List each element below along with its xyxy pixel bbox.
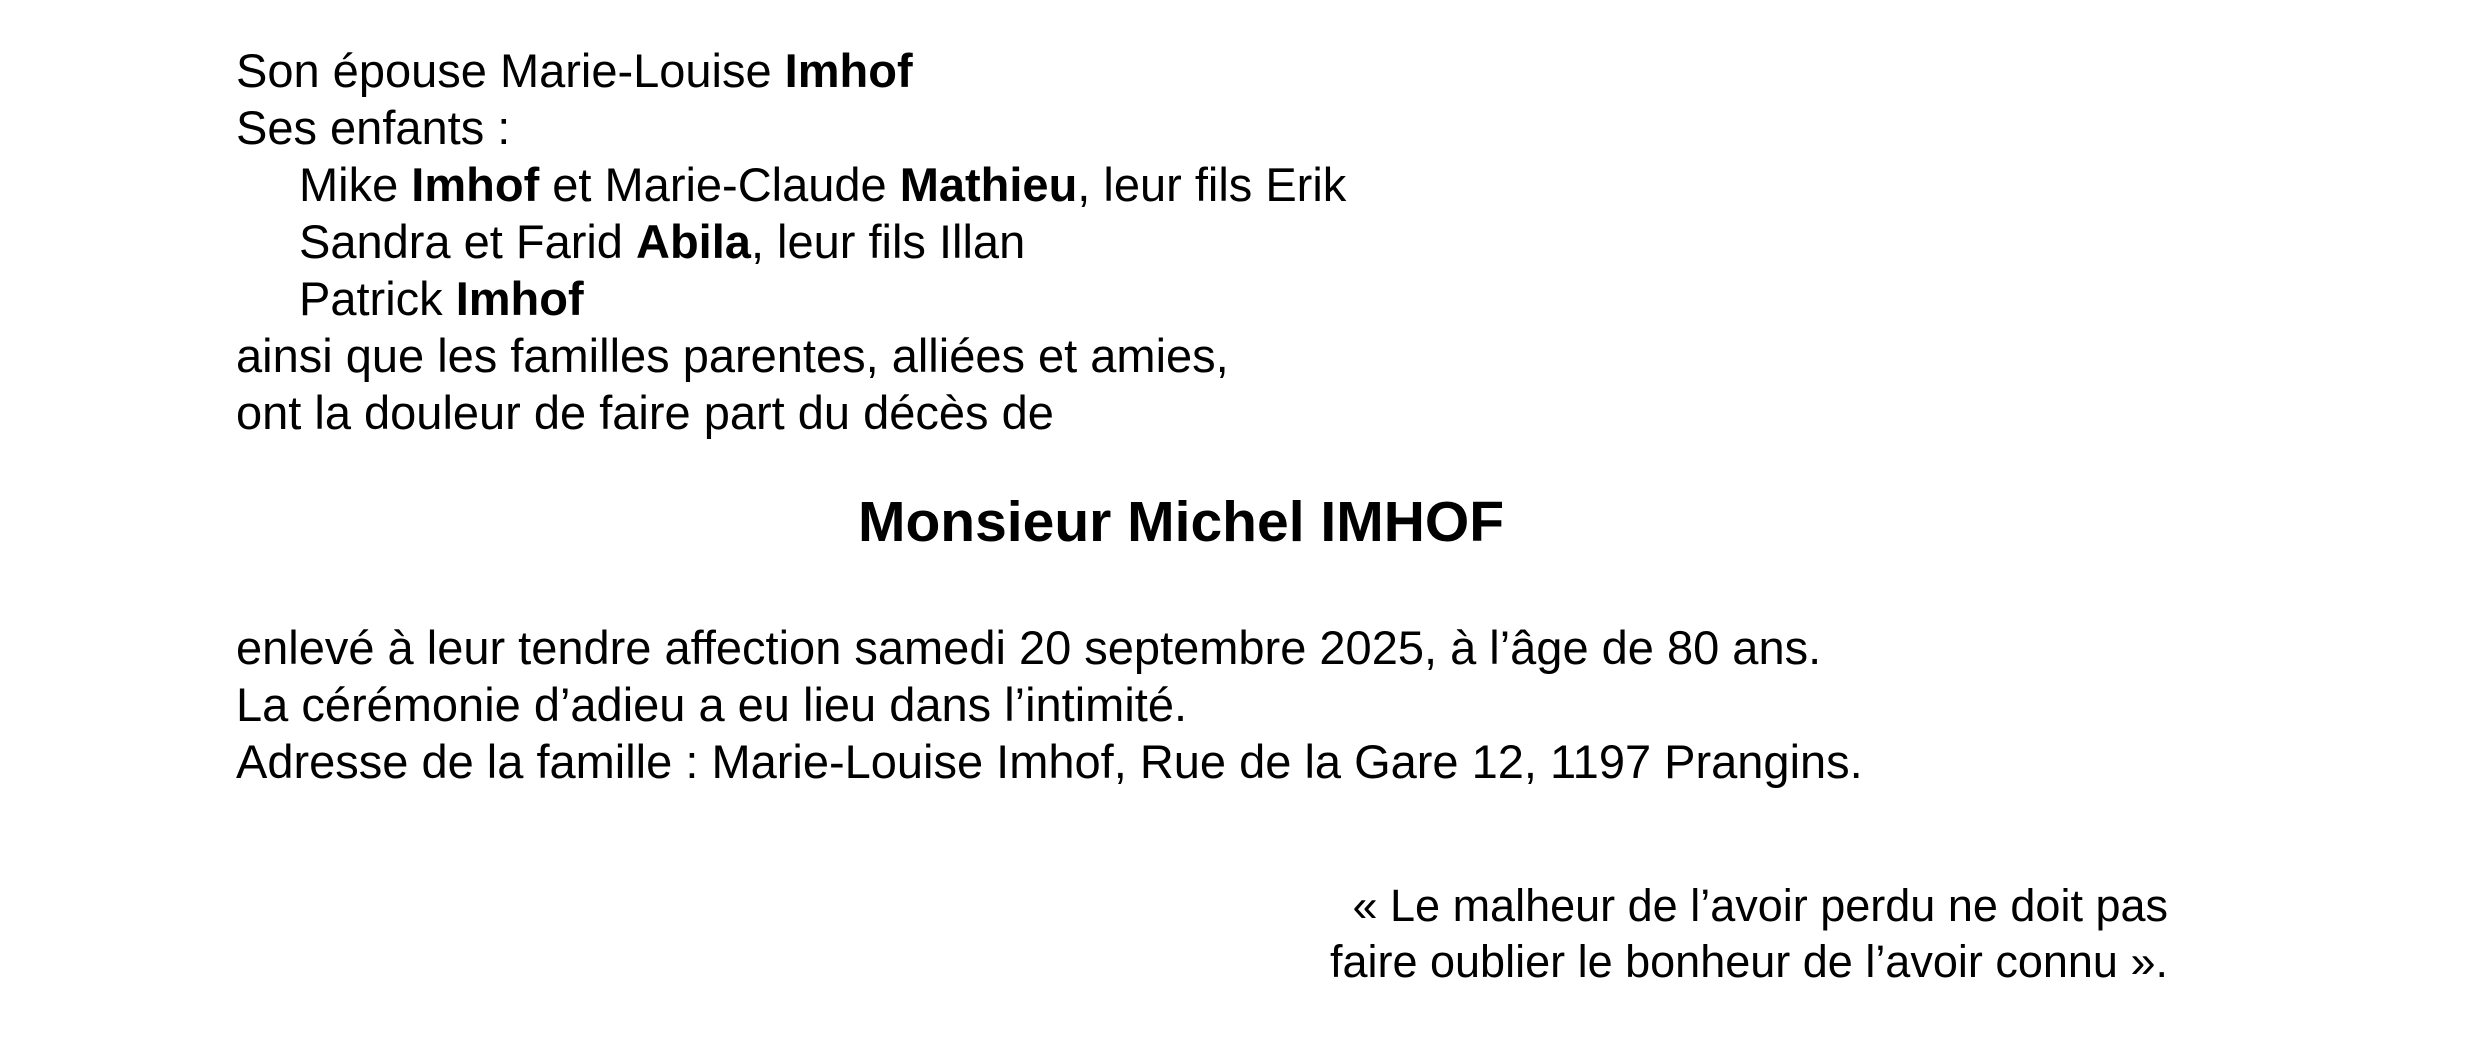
child-surname: Abila xyxy=(636,215,751,268)
announcement-line: ont la douleur de faire part du décès de xyxy=(236,386,1054,439)
detail-line-ceremony: La cérémonie d’adieu a eu lieu dans l’intimité. xyxy=(236,678,1188,731)
child-surname: Imhof xyxy=(411,158,540,211)
deceased-name: Monsieur Michel IMHOF xyxy=(857,490,1505,554)
details-block xyxy=(236,619,2296,790)
detail-line-passing: enlevé à leur tendre affection samedi 20 septembre 2025, à l’âge de 80 ans. xyxy=(236,621,1822,674)
spouse-line xyxy=(236,42,2296,99)
quote-line: faire oublier le bonheur de l’avoir connu ». xyxy=(1329,936,2168,987)
detail-line-address: Adresse de la famille : Marie-Louise Imhof, Rue de la Gare 12, 1197 Prangins. xyxy=(236,735,1863,788)
child-entry xyxy=(236,270,2296,327)
child-name-prefix: Sandra et Farid xyxy=(299,215,637,268)
child-surname: Imhof xyxy=(455,272,584,325)
quote-line: « Le malheur de l’avoir perdu ne doit pas xyxy=(1352,880,2168,931)
children-label: Ses enfants : xyxy=(236,101,511,154)
quote-block xyxy=(236,878,2296,990)
child-suffix: , leur fils Illan xyxy=(750,215,1026,268)
spouse-surname: Imhof xyxy=(784,44,913,97)
families-line: ainsi que les familles parentes, alliées et amies, xyxy=(236,329,1229,382)
child-entry xyxy=(236,213,2296,270)
child-suffix: , leur fils Erik xyxy=(1077,158,1347,211)
spouse-prefix-text: Son épouse Marie-Louise xyxy=(236,44,785,97)
child-partner-prefix: et Marie-Claude xyxy=(539,158,900,211)
child-name-prefix: Patrick xyxy=(299,272,456,325)
child-entry xyxy=(236,156,2296,213)
child-partner-surname: Mathieu xyxy=(899,158,1078,211)
deceased-block xyxy=(236,487,2296,557)
death-notice xyxy=(236,42,2296,990)
child-name-prefix: Mike xyxy=(299,158,412,211)
